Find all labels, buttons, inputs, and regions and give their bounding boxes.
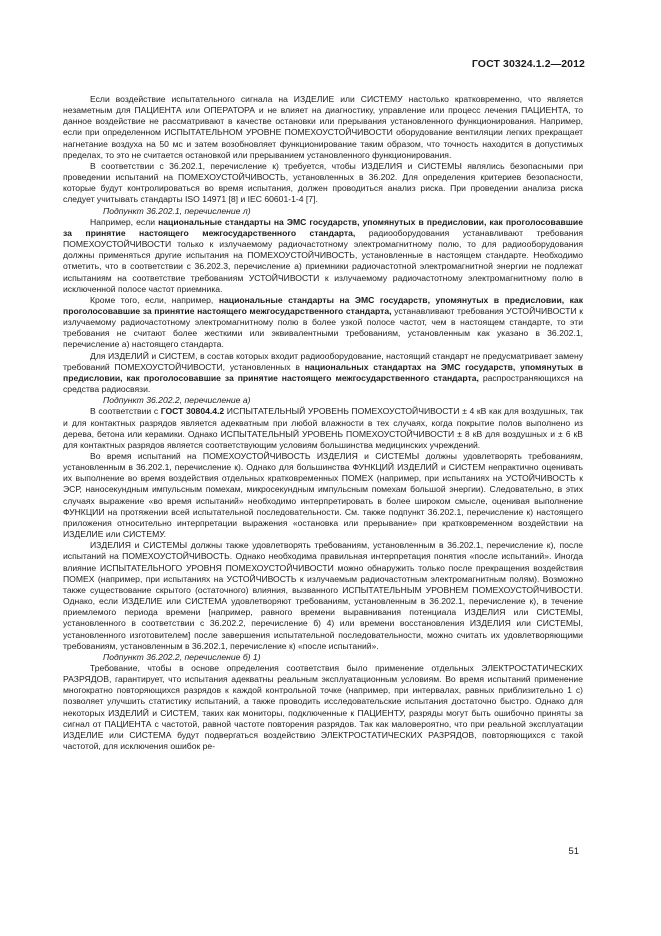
paragraph bbox=[63, 217, 583, 295]
bold-text-run: национальных стандартах на ЭМС государств, упомянутых в предисловии, как проголосовавшие за принятие настоящего межгосударственного стандарта, bbox=[63, 361, 583, 383]
text-run: Кроме того, если, например, bbox=[90, 294, 219, 305]
paragraph bbox=[63, 351, 583, 396]
subclause-heading bbox=[63, 395, 583, 406]
text-run: устанавливают требования УСТОЙЧИВОСТИ к излучаемому радиочастотному электромагнитному полю в более узкой полосе частот, чем в настоящем стандарте, то эти требования не считают более жесткими или эквивалентными требованиям, установленным как указано в 36.202.1, перечисление а) настоящего стандарта. bbox=[63, 305, 584, 350]
text-run: радиооборудования устанавливают требования ПОМЕХОУСТОЙЧИВОСТИ только к излучаемому радиочастотному электромагнитному полю, то для радиооборудования должны применяться другие испытания на ПОМЕХОУСТОЙЧИВОСТЬ, установленные в настоящем стандарте. Необходимо отметить, что в соответствии с 36.202.3, перечисление а) приемники радиочастотной электромагнитной энергии не подлежат испытаниям на соответствие требованиям УСТОЙЧИВОСТИ к излучаемому радиочастотному электромагнитному полю в исключенной полосе частот приемника. bbox=[63, 227, 584, 294]
text-run: Подпункт 36.202.1, перечисление л) bbox=[103, 205, 251, 216]
text-run: Подпункт 36.202.2, перечисление б) 1) bbox=[103, 651, 261, 662]
text-run: ИСПЫТАТЕЛЬНЫЙ УРОВЕНЬ ПОМЕХОУСТОЙЧИВОСТИ ± 4 кВ как для воздушных, так и для контактных разрядов является адекватным при любой влажности в тех случаях, когда покрытие полов выполнено из дерева, бетона или керамики. Однако ИСПЫТАТЕЛЬНЫЙ УРОВЕНЬ ПОМЕХОУСТОЙЧИВОСТИ ± 8 кВ для воздушных и ± 6 кВ для контактных разрядов является соответствующим условиям большинства медицинских учреждений. bbox=[63, 406, 583, 450]
text-run: распространяющихся на средства радиосвязи. bbox=[63, 372, 583, 395]
text-run: Для ИЗДЕЛИЙ и СИСТЕМ, в состав которых входит радиооборудование, настоящий стандарт не предусматривает замену требований ПОМЕХОУСТОЙЧИВОСТИ, установленных в bbox=[63, 350, 583, 372]
text-run: В соответствии с 36.202.1, перечисление к) требуется, чтобы ИЗДЕЛИЯ и СИСТЕМЫ являлись безопасными при проведении испытаний на ПОМЕХОУСТОЙЧИВОСТЬ, установленных в 36.202. Для определения критериев безопасности, которые будут контролироваться во время испытания, должен проводиться анализ риска. При проведении анализа риска следует учитывать стандарты ISO 14971 [8] и IEC 60601-1-4 [7]. bbox=[63, 160, 583, 205]
subclause-heading bbox=[63, 652, 583, 663]
paragraph bbox=[63, 451, 583, 540]
subclause-heading bbox=[63, 206, 583, 217]
paragraph bbox=[63, 663, 583, 752]
text-run: Подпункт 36.202.2, перечисление а) bbox=[103, 395, 251, 406]
document-body bbox=[63, 94, 583, 752]
text-run: Во время испытаний на ПОМЕХОУСТОЙЧИВОСТЬ ИЗДЕЛИЯ и СИСТЕМЫ должны удовлетворять требованиям, установленным в 36.202.1, перечисление к). Однако для большинства ФУНКЦИЙ ИЗДЕЛИЙ и СИСТЕМ непрактично оценивать их выполнение во время воздействия отдельных кратковременных ПОМЕХ (например, при испытаниях на УСТОЙЧИВОСТЬ к ЭСР, наносекундным импульсным помехам, микросекундным импульсным помехам большой энергии). Следовательно, в этих случаях выражение «во время испытаний» необходимо интерпретировать в более широком смысле, оценивая выполнение ФУНКЦИИ на протяжении всей испытательной последовательности. См. также подпункт 36.202.1, перечисление к) настоящего приложения относительно интерпретации выражения «остановка или прерывание» при кратковременном воздействии на ИЗДЕЛИЕ или СИСТЕМУ. bbox=[63, 451, 583, 540]
text-run: Если воздействие испытательного сигнала на ИЗДЕЛИЕ или СИСТЕМУ настолько кратковременно, что является незаметным для ПАЦИЕНТА или ОПЕРАТОРА и не влияет на диагностику, управление или процесс лечения ПАЦИЕНТА, то данное воздействие не рассматривают в качестве остановки или прерывания установленного функционирования. Например, если при определенном ИСПЫТАТЕЛЬНОМ УРОВНЕ ПОМЕХОУСТОЙЧИВОСТИ оборудование вентиляции легких прекращает нагнетание воздуха на 50 мс и затем возобновляет функционирование таким образом, что точность находится в допустимых пределах, то это не считается остановкой или прерыванием установленного функционирования. bbox=[63, 94, 583, 160]
page-number: 51 bbox=[568, 846, 579, 857]
paragraph bbox=[63, 295, 583, 351]
bold-text-run: национальные стандарты на ЭМС государств, упомянутых в предисловии, как проголосовавшие за принятие настоящего межгосударственного стандарта, bbox=[63, 216, 583, 238]
bold-text-run: национальные стандарты на ЭМС государств, упомянутых в предисловии, как проголосовавшие за принятие настоящего межгосударственного стандарта, bbox=[63, 294, 583, 316]
text-run: В соответствии с bbox=[90, 406, 161, 417]
paragraph bbox=[63, 94, 583, 161]
document-code: ГОСТ 30324.1.2—2012 bbox=[471, 58, 585, 70]
paragraph bbox=[63, 161, 583, 206]
text-run: ИЗДЕЛИЯ и СИСТЕМЫ должны также удовлетворять требованиям, установленным в 36.202.1, перечисление к), после испытаний на ПОМЕХОУСТОЙЧИВОСТЬ. Однако необходима правильная интерпретация понятия «после испытаний». Иногда влияние ИСПЫТАТЕЛЬНОГО УРОВНЯ ПОМЕХОУСТОЙЧИВОСТИ можно обнаружить только после прекращения воздействия ПОМЕХ (например, при испытаниях на УСТОЙЧИВОСТЬ к излучаемым радиочастотным электромагнитным полям). Возможно также существование скрытого (остаточного) влияния, вызванного ИСПЫТАТЕЛЬНЫМ УРОВНЕМ ПОМЕХОУСТОЙЧИВОСТИ. Однако, если ИЗДЕЛИЕ или СИСТЕМА удовлетворяют требованиям, установленным в 36.202.1, перечисление к), в течение приемлемого периода времени [например, равного времени выравнивания потенциала ИЗДЕЛИЯ или СИСТЕМЫ, установленного в соответствии с 36.202.2, перечисление б) 4) или времени восстановления ИЗДЕЛИЯ или СИСТЕМЫ, установленного изготовителем] после завершения испытательной последовательности, можно считать их удовлетворяющими требованиям, установленным в 36.202.1, перечисление к) «после испытаний». bbox=[63, 540, 583, 651]
bold-text-run: ГОСТ 30804.4.2 bbox=[160, 406, 225, 417]
text-run: Требование, чтобы в основе определения соответствия было применение отдельных ЭЛЕКТРОСТАТИЧЕСКИХ РАЗРЯДОВ, гарантирует, что испытания адекватны реальным эксплуатационным условиям. Во время испытаний применение многократно повторяющихся разрядов к каждой контрольной точке (например, при интервалах, равных приблизительно 1 с) позволяет улучшить статистику испытаний, а также проводить исследовательские испытания достаточно быстро. Однако для некоторых ИЗДЕЛИЙ и СИСТЕМ, таких как мониторы, подключенные к ПАЦИЕНТУ, разряды могут быть ошибочно приняты за сигнал от ПАЦИЕНТА с частотой, равной частоте повторения разрядов. Так как маловероятно, что при реальной эксплуатации ИЗДЕЛИЕ или СИСТЕМА будут подвергаться воздействию ЭЛЕКТРОСТАТИЧЕСКИХ РАЗРЯДОВ, повторяющихся с такой частотой, для исключения ошибок ре- bbox=[63, 662, 583, 752]
text-run: Например, если bbox=[90, 216, 159, 227]
paragraph bbox=[63, 406, 583, 451]
paragraph bbox=[63, 540, 583, 652]
